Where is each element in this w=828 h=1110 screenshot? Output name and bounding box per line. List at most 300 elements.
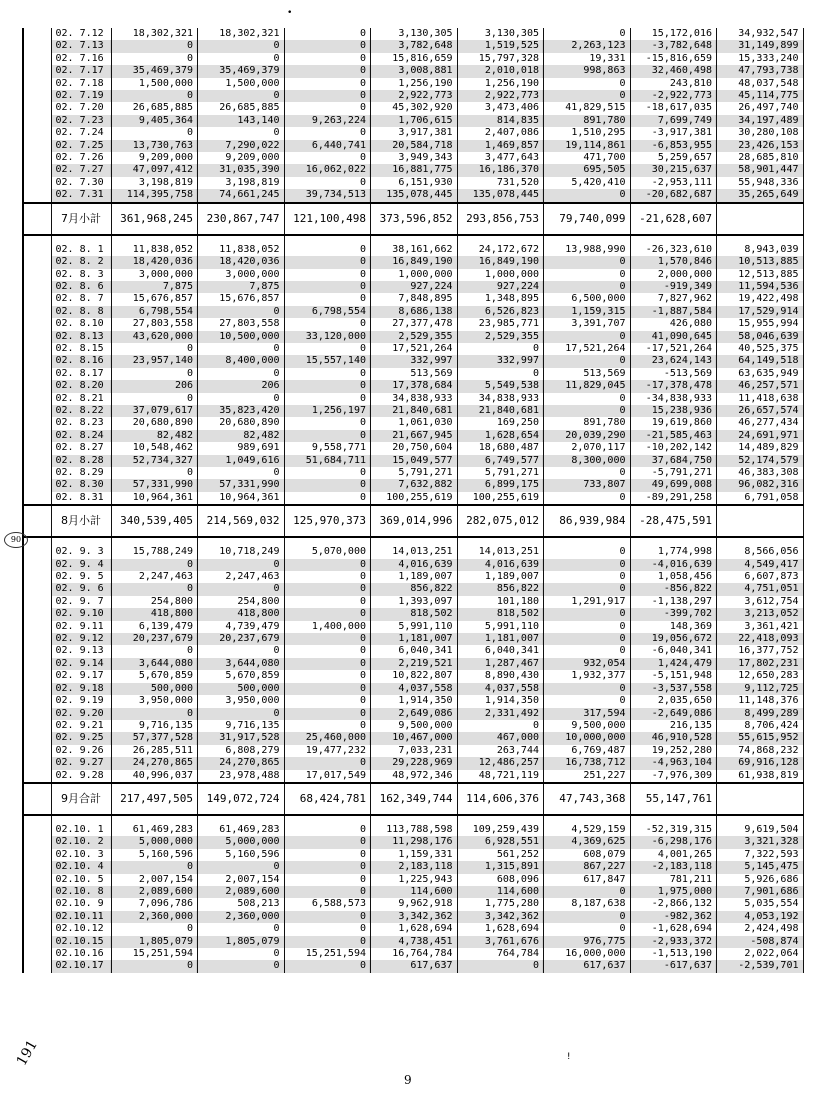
row-margin (23, 948, 51, 960)
row-margin (23, 355, 51, 367)
amount-cell: 19,114,861 (544, 140, 631, 152)
amount-cell: 1,519,525 (457, 40, 544, 52)
amount-cell: 19,331 (544, 53, 631, 65)
amount-cell: 4,016,639 (371, 559, 458, 571)
row-margin (23, 467, 51, 479)
amount-cell: 34,838,933 (371, 393, 458, 405)
date-cell: 02. 7.23 (51, 115, 111, 127)
amount-cell: 0 (284, 874, 371, 886)
amount-cell: 0 (198, 306, 285, 318)
amount-cell: 20,680,890 (111, 417, 198, 429)
amount-cell: 0 (284, 886, 371, 898)
date-cell: 02. 8. 8 (51, 306, 111, 318)
amount-cell: 18,302,321 (198, 28, 285, 40)
amount-cell: -21,585,463 (630, 430, 717, 442)
amount-cell: 16,849,190 (371, 256, 458, 268)
gap-cell (111, 537, 198, 546)
amount-cell: 0 (544, 923, 631, 935)
amount-cell: 0 (284, 608, 371, 620)
amount-cell: 0 (111, 559, 198, 571)
amount-cell: 0 (284, 393, 371, 405)
amount-cell: 0 (198, 90, 285, 102)
gap-cell (630, 815, 717, 824)
gap-cell (544, 815, 631, 824)
amount-cell: 11,838,052 (111, 244, 198, 256)
table-row (23, 923, 803, 935)
date-cell: 02.10. 5 (51, 874, 111, 886)
row-margin (23, 331, 51, 343)
row-margin (23, 770, 51, 783)
amount-cell: 148,369 (630, 621, 717, 633)
amount-cell: 169,250 (457, 417, 544, 429)
amount-cell: 5,791,271 (371, 467, 458, 479)
amount-cell: 1,510,295 (544, 127, 631, 139)
amount-cell: 1,393,097 (371, 596, 458, 608)
amount-cell: 38,161,662 (371, 244, 458, 256)
row-margin (23, 127, 51, 139)
row-margin (23, 923, 51, 935)
date-cell: 02.10.12 (51, 923, 111, 935)
date-cell: 02.10.11 (51, 911, 111, 923)
amount-cell: 0 (111, 343, 198, 355)
amount-cell: 932,054 (544, 658, 631, 670)
amount-cell: 41,829,515 (544, 102, 631, 114)
amount-cell: 6,040,341 (457, 645, 544, 657)
amount-cell: 6,588,573 (284, 898, 371, 910)
amount-cell: -982,362 (630, 911, 717, 923)
amount-cell: 20,237,679 (111, 633, 198, 645)
amount-cell: 2,263,123 (544, 40, 631, 52)
row-margin (23, 645, 51, 657)
amount-cell: 12,650,283 (717, 670, 804, 682)
row-margin (23, 293, 51, 305)
amount-cell: 7,875 (111, 281, 198, 293)
amount-cell: 30,215,637 (630, 164, 717, 176)
amount-cell: 6,749,577 (457, 455, 544, 467)
amount-cell: -2,539,701 (717, 960, 804, 972)
date-cell: 02.10. 4 (51, 861, 111, 873)
gap-cell (284, 815, 371, 824)
table-row (23, 849, 803, 861)
row-margin (23, 670, 51, 682)
subtotal-row (23, 783, 803, 815)
amount-cell: 9,500,000 (371, 720, 458, 732)
table-row (23, 695, 803, 707)
table-row (23, 658, 803, 670)
amount-cell: 55,615,952 (717, 732, 804, 744)
amount-cell: 4,549,417 (717, 559, 804, 571)
amount-cell: 0 (284, 559, 371, 571)
subtotal-amount: 282,075,012 (457, 505, 544, 537)
amount-cell: 6,769,487 (544, 745, 631, 757)
amount-cell: 15,251,594 (111, 948, 198, 960)
row-margin (23, 479, 51, 491)
amount-cell: 37,684,750 (630, 455, 717, 467)
amount-cell: 23,978,488 (198, 770, 285, 783)
amount-cell: 0 (111, 368, 198, 380)
amount-cell: 0 (457, 343, 544, 355)
amount-cell: 19,477,232 (284, 745, 371, 757)
date-cell: 02. 9.17 (51, 670, 111, 682)
table-row (23, 898, 803, 910)
amount-cell: 5,670,859 (198, 670, 285, 682)
row-margin (23, 269, 51, 281)
amount-cell: 0 (284, 708, 371, 720)
subtotal-amount: 361,968,245 (111, 203, 198, 235)
amount-cell: -2,183,118 (630, 861, 717, 873)
amount-cell: 1,805,079 (198, 936, 285, 948)
row-margin (23, 960, 51, 972)
amount-cell: 100,255,619 (457, 492, 544, 505)
amount-cell: 2,089,600 (111, 886, 198, 898)
gap-cell (51, 537, 111, 546)
row-margin (23, 203, 51, 235)
row-margin (23, 40, 51, 52)
amount-cell: 37,079,617 (111, 405, 198, 417)
amount-cell: 9,112,725 (717, 683, 804, 695)
amount-cell: 4,751,051 (717, 583, 804, 595)
amount-cell: 10,548,462 (111, 442, 198, 454)
amount-cell: 781,211 (630, 874, 717, 886)
amount-cell: 49,699,008 (630, 479, 717, 491)
amount-cell: 0 (284, 78, 371, 90)
table-row (23, 683, 803, 695)
date-cell: 02. 9.18 (51, 683, 111, 695)
amount-cell: 29,228,969 (371, 757, 458, 769)
subtotal-amount: 79,740,099 (544, 203, 631, 235)
amount-cell: 135,078,445 (371, 189, 458, 202)
amount-cell: -52,319,315 (630, 824, 717, 836)
row-margin (23, 849, 51, 861)
amount-cell: 114,600 (371, 886, 458, 898)
amount-cell: 3,130,305 (371, 28, 458, 40)
amount-cell: 3,917,381 (371, 127, 458, 139)
amount-cell: 0 (284, 244, 371, 256)
amount-cell: 20,584,718 (371, 140, 458, 152)
table-row (23, 343, 803, 355)
amount-cell: 15,788,249 (111, 546, 198, 558)
amount-cell: 12,486,257 (457, 757, 544, 769)
amount-cell: 0 (284, 368, 371, 380)
amount-cell: 0 (284, 28, 371, 40)
gap-cell (111, 235, 198, 244)
date-cell: 02. 9.10 (51, 608, 111, 620)
amount-cell: 3,130,305 (457, 28, 544, 40)
amount-cell: -1,138,297 (630, 596, 717, 608)
amount-cell: 23,426,153 (717, 140, 804, 152)
table-row (23, 244, 803, 256)
amount-cell: 5,035,554 (717, 898, 804, 910)
amount-cell: -3,537,558 (630, 683, 717, 695)
amount-cell: -2,953,111 (630, 177, 717, 189)
amount-cell: 1,914,350 (457, 695, 544, 707)
subtotal-label: 7月小計 (51, 203, 111, 235)
amount-cell: 5,160,596 (111, 849, 198, 861)
amount-cell: -4,963,104 (630, 757, 717, 769)
ledger-body (23, 28, 803, 973)
amount-cell: 0 (544, 256, 631, 268)
date-cell: 02. 9. 3 (51, 546, 111, 558)
amount-cell: 818,502 (457, 608, 544, 620)
amount-cell: 5,791,271 (457, 467, 544, 479)
gap-cell (198, 235, 285, 244)
row-margin (23, 505, 51, 537)
amount-cell: 25,460,000 (284, 732, 371, 744)
amount-cell: 21,840,681 (457, 405, 544, 417)
amount-cell: 28,685,810 (717, 152, 804, 164)
amount-cell: 206 (198, 380, 285, 392)
row-margin (23, 757, 51, 769)
date-cell: 02. 8.22 (51, 405, 111, 417)
amount-cell: 11,829,045 (544, 380, 631, 392)
amount-cell: 0 (111, 645, 198, 657)
table-row (23, 824, 803, 836)
amount-cell: 206 (111, 380, 198, 392)
amount-cell: 998,863 (544, 65, 631, 77)
amount-cell: 1,287,467 (457, 658, 544, 670)
amount-cell: -513,569 (630, 368, 717, 380)
subtotal-amount: 86,939,984 (544, 505, 631, 537)
amount-cell: 16,881,775 (371, 164, 458, 176)
amount-cell: 9,619,504 (717, 824, 804, 836)
amount-cell: 27,803,558 (198, 318, 285, 330)
date-cell: 02. 9.20 (51, 708, 111, 720)
amount-cell: 0 (111, 861, 198, 873)
amount-cell: 7,901,686 (717, 886, 804, 898)
amount-cell: 61,469,283 (198, 824, 285, 836)
table-row (23, 720, 803, 732)
gap-cell (630, 235, 717, 244)
amount-cell: 1,348,895 (457, 293, 544, 305)
amount-cell: 2,529,355 (371, 331, 458, 343)
amount-cell: 24,270,865 (198, 757, 285, 769)
amount-cell: 48,721,119 (457, 770, 544, 783)
amount-cell: 0 (284, 658, 371, 670)
table-row (23, 608, 803, 620)
amount-cell: 1,159,331 (371, 849, 458, 861)
date-cell: 02. 8.28 (51, 455, 111, 467)
table-row (23, 53, 803, 65)
gap-cell (544, 235, 631, 244)
amount-cell: 2,070,117 (544, 442, 631, 454)
row-margin (23, 708, 51, 720)
amount-cell: 15,557,140 (284, 355, 371, 367)
amount-cell: 0 (198, 960, 285, 972)
amount-cell: 608,096 (457, 874, 544, 886)
amount-cell: 10,467,000 (371, 732, 458, 744)
gap-cell (371, 235, 458, 244)
subtotal-amount: 340,539,405 (111, 505, 198, 537)
amount-cell: 617,847 (544, 874, 631, 886)
amount-cell: 731,520 (457, 177, 544, 189)
amount-cell: 12,513,885 (717, 269, 804, 281)
date-cell: 02. 7.26 (51, 152, 111, 164)
amount-cell: 1,181,007 (371, 633, 458, 645)
table-row (23, 757, 803, 769)
page-number: 9 (404, 1073, 412, 1087)
gap-cell (717, 235, 804, 244)
amount-cell: 0 (284, 923, 371, 935)
amount-cell: 57,331,990 (111, 479, 198, 491)
amount-cell: 18,680,487 (457, 442, 544, 454)
amount-cell: 13,730,763 (111, 140, 198, 152)
subtotal-amount: 214,569,032 (198, 505, 285, 537)
row-margin (23, 417, 51, 429)
amount-cell: 2,331,492 (457, 708, 544, 720)
amount-cell: 82,482 (198, 430, 285, 442)
amount-cell: 51,684,711 (284, 455, 371, 467)
amount-cell: 0 (544, 608, 631, 620)
amount-cell: 9,558,771 (284, 442, 371, 454)
date-cell: 02. 8.30 (51, 479, 111, 491)
amount-cell: -3,917,381 (630, 127, 717, 139)
amount-cell: -89,291,258 (630, 492, 717, 505)
amount-cell: 0 (198, 645, 285, 657)
amount-cell: 114,600 (457, 886, 544, 898)
row-margin (23, 256, 51, 268)
amount-cell: 7,827,962 (630, 293, 717, 305)
amount-cell: 11,838,052 (198, 244, 285, 256)
gap-cell (23, 815, 51, 824)
subtotal-amount: 68,424,781 (284, 783, 371, 815)
amount-cell: 61,469,283 (111, 824, 198, 836)
gap-cell (51, 235, 111, 244)
amount-cell: 15,172,016 (630, 28, 717, 40)
amount-cell: 2,219,521 (371, 658, 458, 670)
amount-cell: 0 (544, 633, 631, 645)
subtotal-amount: 369,014,996 (371, 505, 458, 537)
amount-cell: 3,391,707 (544, 318, 631, 330)
amount-cell: 3,342,362 (371, 911, 458, 923)
amount-cell: 2,007,154 (198, 874, 285, 886)
date-cell: 02. 7.30 (51, 177, 111, 189)
amount-cell: 31,035,390 (198, 164, 285, 176)
row-margin (23, 393, 51, 405)
amount-cell: 2,007,154 (111, 874, 198, 886)
amount-cell: 3,761,676 (457, 936, 544, 948)
date-cell: 02. 9.19 (51, 695, 111, 707)
row-margin (23, 405, 51, 417)
table-row (23, 936, 803, 948)
amount-cell: -18,617,035 (630, 102, 717, 114)
gap-cell (544, 537, 631, 546)
amount-cell: 3,949,343 (371, 152, 458, 164)
scan-mark-bottom: ! (566, 1052, 572, 1062)
subtotal-amount: 125,970,373 (284, 505, 371, 537)
row-margin (23, 571, 51, 583)
amount-cell: 2,247,463 (198, 571, 285, 583)
amount-cell: 0 (544, 583, 631, 595)
amount-cell: 0 (284, 492, 371, 505)
amount-cell: 15,676,857 (198, 293, 285, 305)
date-cell: 02. 8. 6 (51, 281, 111, 293)
amount-cell: 0 (198, 343, 285, 355)
amount-cell: -10,202,142 (630, 442, 717, 454)
amount-cell: 3,950,000 (111, 695, 198, 707)
amount-cell: 61,938,819 (717, 770, 804, 783)
amount-cell: 4,369,625 (544, 836, 631, 848)
amount-cell: 5,420,410 (544, 177, 631, 189)
amount-cell: 0 (544, 695, 631, 707)
table-row (23, 596, 803, 608)
amount-cell: 9,263,224 (284, 115, 371, 127)
amount-cell: 7,848,895 (371, 293, 458, 305)
amount-cell: 3,782,648 (371, 40, 458, 52)
amount-cell: 0 (544, 621, 631, 633)
amount-cell: 0 (284, 127, 371, 139)
amount-cell: 113,788,598 (371, 824, 458, 836)
amount-cell: -2,922,773 (630, 90, 717, 102)
amount-cell: 0 (198, 393, 285, 405)
amount-cell: 0 (198, 40, 285, 52)
amount-cell: 5,000,000 (111, 836, 198, 848)
amount-cell: 24,172,672 (457, 244, 544, 256)
gap-cell (457, 815, 544, 824)
amount-cell: 63,635,949 (717, 368, 804, 380)
amount-cell: 1,932,377 (544, 670, 631, 682)
amount-cell: 19,422,498 (717, 293, 804, 305)
amount-cell: 11,594,536 (717, 281, 804, 293)
amount-cell: 21,667,945 (371, 430, 458, 442)
row-margin (23, 78, 51, 90)
amount-cell: 11,298,176 (371, 836, 458, 848)
amount-cell: 8,566,056 (717, 546, 804, 558)
row-margin (23, 306, 51, 318)
row-margin (23, 836, 51, 848)
row-margin (23, 608, 51, 620)
amount-cell: 471,700 (544, 152, 631, 164)
amount-cell: 814,835 (457, 115, 544, 127)
subtotal-amount: 121,100,498 (284, 203, 371, 235)
table-row (23, 368, 803, 380)
amount-cell: 0 (284, 269, 371, 281)
table-row (23, 417, 803, 429)
table-row (23, 189, 803, 202)
gap-cell (198, 815, 285, 824)
row-margin (23, 430, 51, 442)
amount-cell: 5,145,475 (717, 861, 804, 873)
date-cell: 02. 9.11 (51, 621, 111, 633)
amount-cell: 9,500,000 (544, 720, 631, 732)
amount-cell: 17,017,549 (284, 770, 371, 783)
subtotal-amount: 217,497,505 (111, 783, 198, 815)
amount-cell: 500,000 (198, 683, 285, 695)
amount-cell: 20,237,679 (198, 633, 285, 645)
amount-cell: -1,513,190 (630, 948, 717, 960)
amount-cell: 6,040,341 (371, 645, 458, 657)
amount-cell: 9,209,000 (198, 152, 285, 164)
gap-cell (717, 537, 804, 546)
row-margin (23, 732, 51, 744)
row-margin (23, 177, 51, 189)
amount-cell: 0 (198, 708, 285, 720)
row-margin (23, 783, 51, 815)
amount-cell: 15,333,240 (717, 53, 804, 65)
subtotal-amount: 55,147,761 (630, 783, 717, 815)
amount-cell: 2,089,600 (198, 886, 285, 898)
amount-cell: 0 (284, 583, 371, 595)
date-cell: 02. 7.25 (51, 140, 111, 152)
amount-cell: 0 (111, 960, 198, 972)
table-row (23, 492, 803, 505)
table-row (23, 78, 803, 90)
row-margin (23, 65, 51, 77)
amount-cell: 2,035,650 (630, 695, 717, 707)
table-row (23, 28, 803, 40)
amount-cell: 6,139,479 (111, 621, 198, 633)
row-margin (23, 90, 51, 102)
amount-cell: 0 (284, 430, 371, 442)
